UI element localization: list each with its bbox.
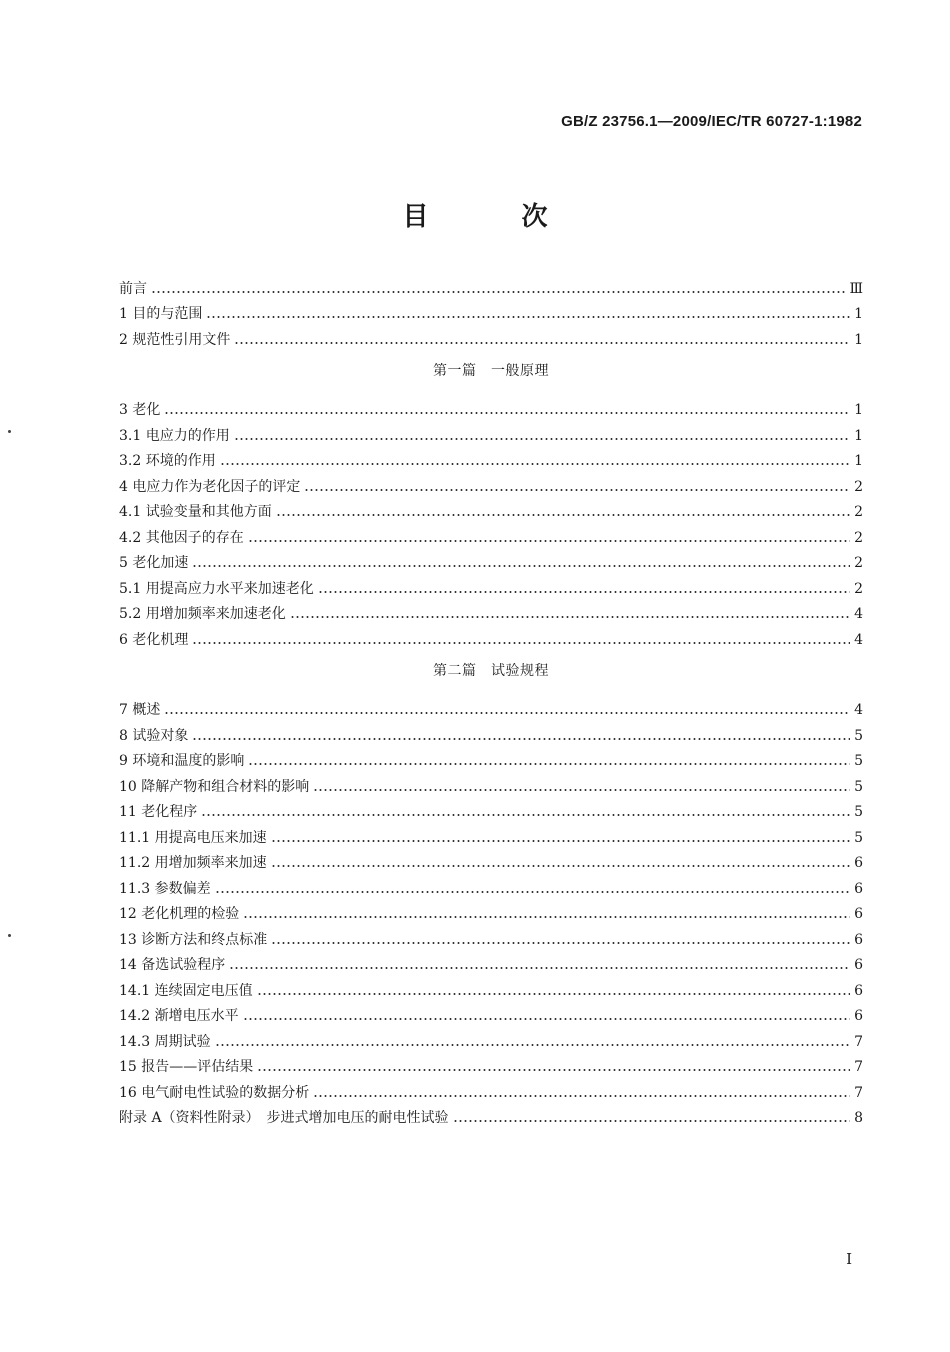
toc-entry[interactable]	[119, 623, 863, 649]
toc-entry-number: 7	[119, 702, 133, 718]
toc-entry-page: 1	[854, 427, 863, 444]
dot-leader	[304, 489, 850, 491]
toc-entry-page: 4	[854, 702, 863, 718]
dot-leader	[290, 616, 850, 618]
toc-entry-page: 1	[854, 331, 863, 348]
dot-leader	[215, 1044, 850, 1046]
toc-entry-title: 老化加速	[132, 555, 189, 571]
toc-entry-number: 1	[119, 306, 133, 322]
toc-entry-page: 2	[854, 478, 863, 495]
toc-entry-page: 7	[854, 1059, 863, 1075]
toc-entry-page: 6	[854, 982, 863, 999]
toc-entry-page: Ⅲ	[849, 280, 863, 297]
dot-leader	[248, 540, 850, 542]
toc-entry-title: 附录 A（资料性附录） 步进式增加电压的耐电性试验	[119, 1110, 449, 1126]
toc-entry-page: 6	[854, 931, 863, 948]
toc-entry-title: 用增加频率来加速	[154, 855, 267, 871]
dot-leader	[243, 916, 850, 918]
toc-entry-page: 6	[854, 880, 863, 897]
toc-entry-number: 14.2	[119, 1008, 155, 1024]
scan-speck	[8, 934, 11, 937]
toc-entry-number: 5.2	[119, 606, 146, 622]
dot-leader	[201, 814, 850, 816]
toc-entry-page: 5	[854, 727, 863, 744]
toc-entry[interactable]	[119, 1025, 863, 1051]
dot-leader	[151, 291, 845, 293]
toc-entry[interactable]	[119, 796, 863, 822]
dot-leader	[271, 865, 850, 867]
dot-leader	[248, 763, 850, 765]
dot-leader	[257, 1069, 850, 1071]
toc-entry-number: 11.2	[119, 855, 155, 871]
toc-entry-number: 14.3	[119, 1033, 155, 1050]
toc-entry[interactable]	[119, 694, 863, 720]
toc-entry[interactable]	[119, 898, 863, 924]
toc-entry-number: 5.1	[119, 580, 146, 597]
toc-part-heading	[119, 659, 863, 684]
toc-entry-title: 电应力作为老化因子的评定	[132, 478, 301, 495]
toc-entry-title: 环境的作用	[145, 453, 216, 469]
toc-entry-title: 用增加频率来加速老化	[145, 606, 286, 622]
dot-leader	[271, 942, 850, 944]
toc-entry-title: 目的与范围	[132, 306, 203, 322]
toc-entry[interactable]	[119, 872, 863, 898]
toc-entry-number: 13	[119, 931, 142, 948]
toc-entry-page: 5	[854, 829, 863, 846]
toc-entry-page: 5	[854, 804, 863, 820]
toc-entry-title: 参数偏差	[154, 880, 211, 897]
dot-leader	[313, 789, 850, 791]
toc-entry[interactable]	[119, 1051, 863, 1077]
toc-entry[interactable]	[119, 821, 863, 847]
toc-entry[interactable]	[119, 521, 863, 547]
toc-entry-title: 用提高电压来加速	[154, 829, 267, 846]
dot-leader	[229, 967, 850, 969]
toc-entry-number: 14	[119, 957, 142, 973]
toc-entry-title: 其他因子的存在	[145, 529, 244, 546]
toc-entry[interactable]	[119, 949, 863, 975]
toc-entry-number: 15	[119, 1059, 142, 1075]
toc-entry[interactable]	[119, 394, 863, 420]
toc-entry-title: 老化程序	[141, 804, 198, 820]
toc-entry-number: 9	[119, 753, 133, 769]
toc-entry-number: 2	[119, 331, 133, 348]
toc-entry-number: 8	[119, 727, 133, 744]
toc-entry[interactable]	[119, 847, 863, 873]
dot-leader	[257, 993, 850, 995]
toc-entry-title: 试验变量和其他方面	[145, 504, 272, 520]
toc-entry-page: 7	[854, 1084, 863, 1101]
toc-entry-title: 报告——评估结果	[141, 1059, 254, 1075]
dot-leader	[276, 514, 850, 516]
toc-entry-title: 备选试验程序	[141, 957, 226, 973]
dot-leader	[234, 438, 850, 440]
dot-leader	[243, 1018, 850, 1020]
toc-entry-page: 1	[854, 453, 863, 469]
toc-part-heading	[119, 359, 863, 384]
toc-entry-title: 电应力的作用	[145, 427, 230, 444]
dot-leader	[164, 712, 850, 714]
dot-leader	[192, 738, 850, 740]
toc-entry[interactable]	[119, 719, 863, 745]
toc-entry[interactable]	[119, 923, 863, 949]
toc-entry-title: 降解产物和组合材料的影响	[141, 778, 310, 795]
toc-entry-page: 6	[854, 906, 863, 922]
toc-title: 目 次	[402, 202, 590, 232]
dot-leader	[453, 1120, 850, 1122]
page-number: I	[846, 1250, 852, 1268]
toc-entry[interactable]	[119, 445, 863, 471]
toc-entry[interactable]	[119, 272, 863, 298]
toc-entry-title: 连续固定电压值	[154, 982, 253, 999]
toc-entry-page: 2	[854, 529, 863, 546]
toc-entry-number: 6	[119, 631, 133, 648]
toc-entry-number: 3.1	[119, 427, 146, 444]
toc-entry[interactable]	[119, 572, 863, 598]
toc-entry[interactable]	[119, 470, 863, 496]
dot-leader	[220, 463, 850, 465]
table-of-contents	[119, 272, 863, 1127]
toc-entry[interactable]	[119, 1000, 863, 1026]
toc-entry-title: 老化	[132, 402, 161, 418]
toc-entry-page: 5	[854, 778, 863, 795]
dot-leader	[192, 642, 850, 644]
dot-leader	[234, 342, 850, 344]
toc-entry[interactable]	[119, 770, 863, 796]
toc-entry-number: 16	[119, 1084, 142, 1101]
dot-leader	[206, 316, 850, 318]
toc-entry-title: 用提高应力水平来加速老化	[145, 580, 314, 597]
toc-entry-number: 4.2	[119, 529, 146, 546]
toc-entry-title: 试验对象	[132, 727, 189, 744]
toc-entry[interactable]	[119, 1102, 863, 1128]
toc-entry-page: 6	[854, 855, 863, 871]
toc-entry-number: 11.3	[119, 880, 155, 897]
toc-entry-title: 诊断方法和终点标准	[141, 931, 268, 948]
toc-entry-title: 前言	[119, 280, 147, 297]
toc-entry-page: 5	[854, 753, 863, 769]
toc-entry-page: 2	[854, 504, 863, 520]
toc-entry-title: 环境和温度的影响	[132, 753, 245, 769]
dot-leader	[271, 840, 850, 842]
toc-entry[interactable]	[119, 745, 863, 771]
toc-entry[interactable]	[119, 496, 863, 522]
toc-entry-number: 4	[119, 478, 133, 495]
toc-entry-title: 渐增电压水平	[154, 1008, 239, 1024]
toc-entry-number: 12	[119, 906, 142, 922]
toc-entry-number: 11.1	[119, 829, 155, 846]
toc-entry-title: 概述	[132, 702, 161, 718]
toc-entry-number: 3.2	[119, 453, 146, 469]
standard-number-header: GB/Z 23756.1—2009/IEC/TR 60727-1:1982	[561, 113, 862, 130]
toc-entry[interactable]	[119, 323, 863, 349]
toc-entry-number: 3	[119, 402, 133, 418]
toc-entry-number: 10	[119, 778, 142, 795]
toc-entry-number: 5	[119, 555, 133, 571]
toc-entry-page: 6	[854, 1008, 863, 1024]
toc-entry-page: 1	[854, 306, 863, 322]
part-heading-text: 第一篇 一般原理	[433, 363, 549, 379]
toc-entry[interactable]	[119, 1076, 863, 1102]
scan-speck	[8, 430, 11, 433]
dot-leader	[192, 565, 850, 567]
toc-entry-page: 2	[854, 580, 863, 597]
dot-leader	[313, 1095, 850, 1097]
toc-entry-page: 4	[854, 606, 863, 622]
toc-entry-title: 周期试验	[154, 1033, 211, 1050]
toc-entry-title: 规范性引用文件	[132, 331, 231, 348]
part-heading-text: 第二篇 试验规程	[433, 663, 549, 679]
toc-entry-page: 8	[854, 1110, 863, 1126]
toc-entry[interactable]	[119, 298, 863, 324]
toc-entry[interactable]	[119, 547, 863, 573]
toc-entry[interactable]	[119, 974, 863, 1000]
toc-entry-title: 电气耐电性试验的数据分析	[141, 1084, 310, 1101]
dot-leader	[164, 412, 850, 414]
toc-entry-page: 6	[854, 957, 863, 973]
toc-entry[interactable]	[119, 598, 863, 624]
toc-entry-number: 4.1	[119, 504, 146, 520]
toc-entry-title: 老化机理的检验	[141, 906, 240, 922]
toc-entry-number: 14.1	[119, 982, 155, 999]
toc-entry-page: 4	[854, 631, 863, 648]
toc-entry-title: 老化机理	[132, 631, 189, 648]
toc-entry-page: 7	[854, 1033, 863, 1050]
toc-entry-page: 1	[854, 402, 863, 418]
toc-entry-number: 11	[119, 804, 142, 820]
dot-leader	[215, 891, 850, 893]
toc-entry[interactable]	[119, 419, 863, 445]
toc-entry-page: 2	[854, 555, 863, 571]
dot-leader	[318, 591, 850, 593]
